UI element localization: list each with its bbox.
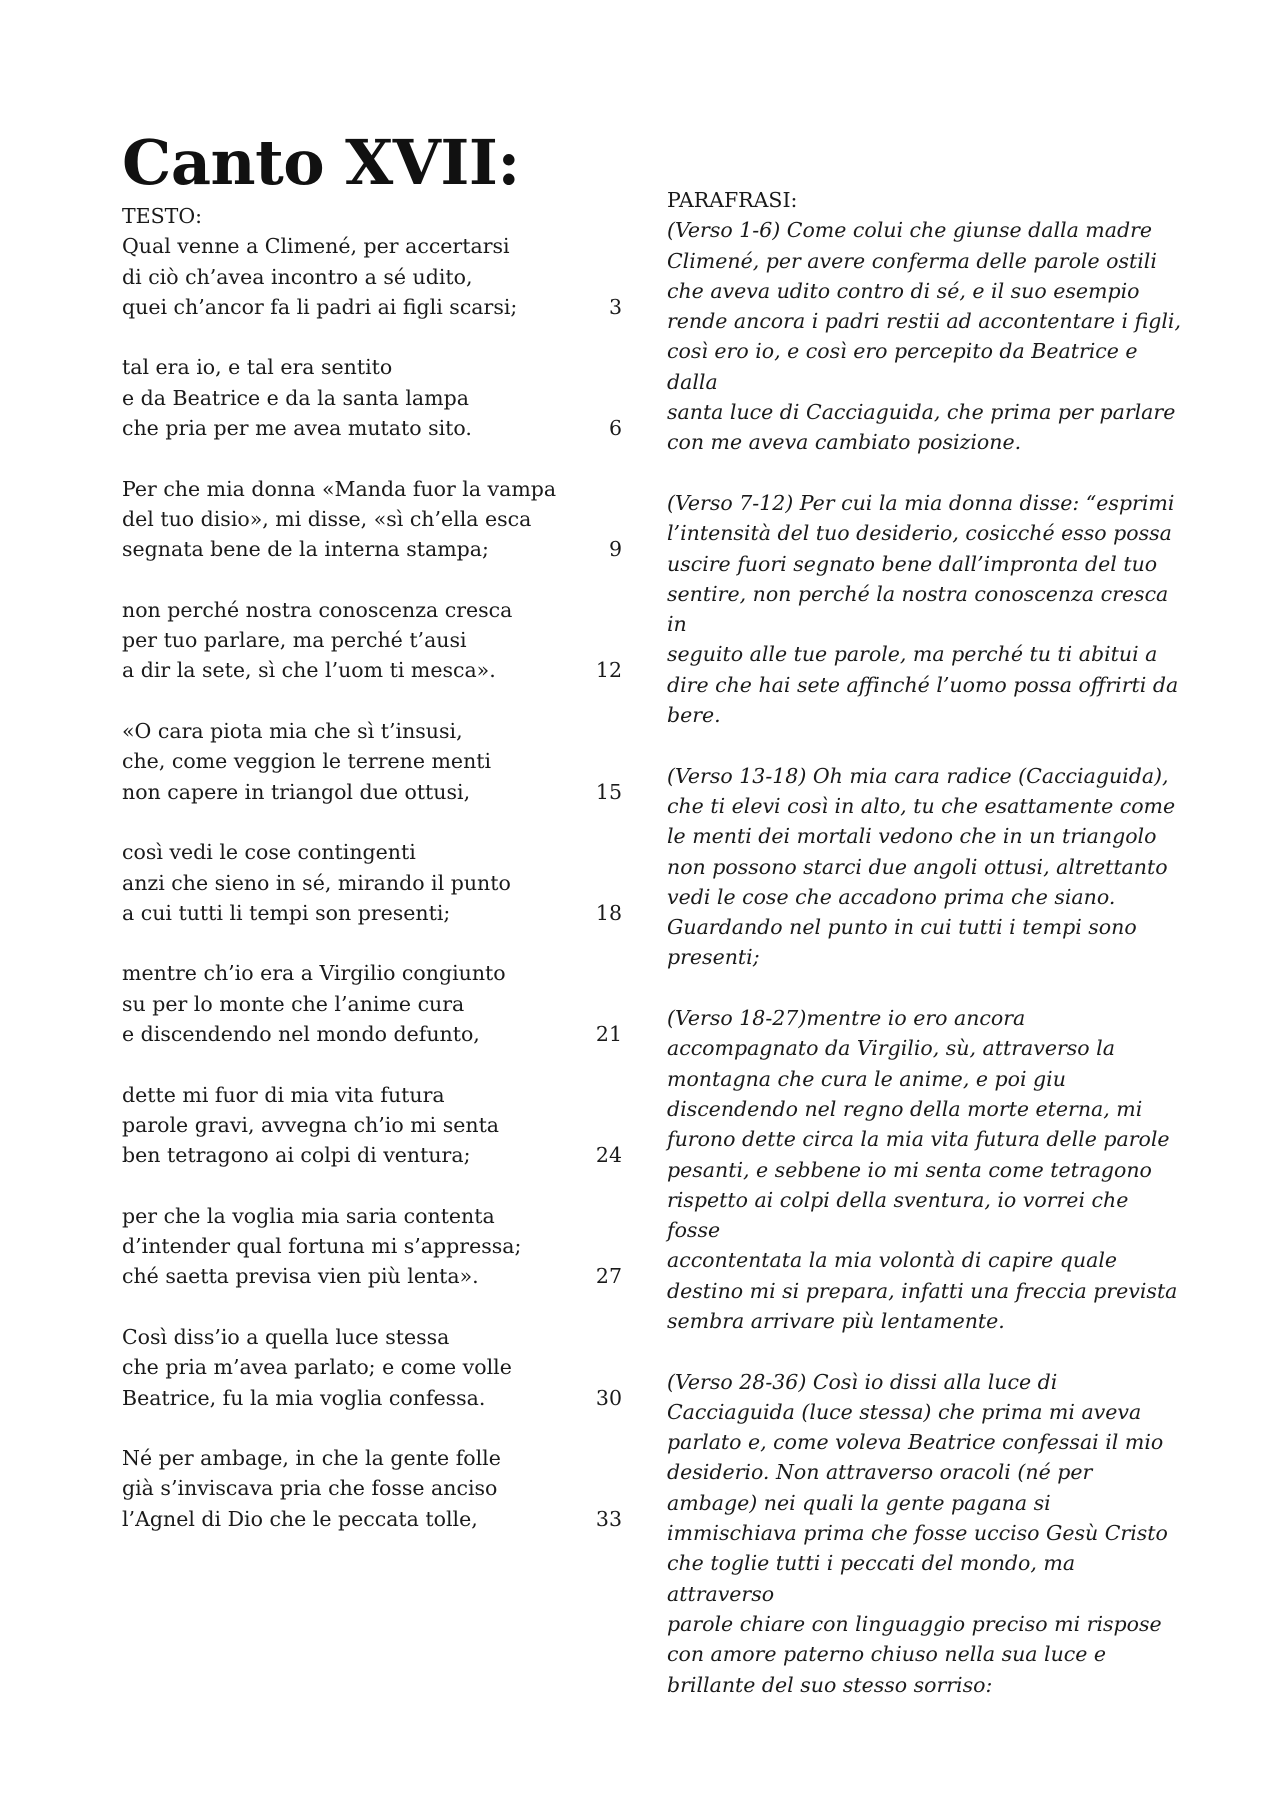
verse-text: già s’inviscava pria che fosse anciso [122,1476,498,1501]
verse-line [122,1261,622,1291]
paraphrase-line: destino mi si prepara, infatti una freccia prevista [667,1278,1178,1303]
paraphrase-line: sembra arrivare più lentamente. [667,1308,1005,1333]
verse-text: l’Agnel di Dio che le peccata tolle, [122,1506,478,1531]
verse-line [122,231,622,261]
verse-number: 33 [595,1506,622,1531]
verse-line [122,1110,622,1140]
paraphrase-line: dire che hai sete affinché l’uomo possa offrirti da [667,672,1179,697]
verse-line [122,262,622,292]
verse-stanza [122,958,622,1049]
verse-text: segnata bene de la interna stampa; [122,537,489,562]
paraphrase-line: (Verso 7-12) Per cui la mia donna disse: “esprimi [667,490,1175,515]
verse-number: 18 [595,900,622,925]
parafrasi-label: PARAFRASI: [667,188,798,212]
paraphrase-line: (Verso 13-18) Oh mia cara radice (Cacciaguida), [667,763,1169,788]
verse-text: su per lo monte che l’anime cura [122,991,465,1016]
verse-line [122,1352,622,1382]
verse-stanza [122,1322,622,1413]
verse-stanza [122,1201,622,1292]
verse-text: così vedi le cose contingenti [122,840,416,865]
verse-text: che, come veggion le terrene menti [122,749,492,774]
paraphrase-line: furono dette circa la mia vita futura delle parole [667,1127,1170,1152]
paraphrase-line: parlato e, come voleva Beatrice confessai il mio [667,1430,1164,1455]
verse-line [122,989,622,1019]
paraphrase-line: accontentata la mia volontà di capire quale [667,1248,1118,1273]
paraphrase-line: montagna che cura le anime, e poi giu [667,1066,1066,1091]
paraphrase-line: bere. [667,703,721,728]
verse-line [122,958,622,988]
verse-text: tal era io, e tal era sentito [122,355,393,380]
paraphrase-line: brillante del suo stesso sorriso: [667,1672,993,1697]
paraphrase-line: con amore paterno chiuso nella sua luce e [667,1642,1107,1667]
verse-number: 15 [595,779,622,804]
verse-text: Qual venne a Climené, per accertarsi [122,234,510,259]
paraphrase-line: vedi le cose che accadono prima che siano. [667,884,1116,909]
paraphrase-line: Cacciaguida (luce stessa) che prima mi aveva [667,1399,1142,1424]
verse-text: d’intender qual fortuna mi s’appressa; [122,1234,522,1259]
paraphrase-paragraph [667,1003,1187,1336]
verse-number: 27 [595,1264,622,1289]
verse-line [122,777,622,807]
paraphrase-line: accompagnato da Virgilio, sù, attraverso la [667,1036,1115,1061]
paraphrase-line: discendendo nel regno della morte eterna, mi [667,1096,1143,1121]
paraphrase-line: (Verso 1-6) Come colui che giunse dalla madre [667,218,1153,243]
verse-text: non perché nostra conoscenza cresca [122,597,513,622]
paraphrase-line: (Verso 18-27)mentre io ero ancora [667,1006,1026,1031]
parafrasi-column [667,185,1187,1730]
verse-line [122,534,622,564]
verse-line [122,474,622,504]
verse-text: per tuo parlare, ma perché t’ausi [122,628,467,653]
verse-text: non capere in triangol due ottusi, [122,779,471,804]
verse-stanza [122,716,622,807]
verse-text: Per che mia donna «Manda fuor la vampa [122,476,557,501]
verse-text: che pria m’avea parlato; e come volle [122,1355,512,1380]
verse-line [122,1322,622,1352]
verse-text: del tuo disio», mi disse, «sì ch’ella esca [122,506,532,531]
paraphrase-paragraph [667,761,1187,973]
verse-text: a cui tutti li tempi son presenti; [122,900,451,925]
verse-line [122,1201,622,1231]
verse-line [122,868,622,898]
verse-number: 9 [608,537,622,562]
verse-text: e da Beatrice e da la santa lampa [122,385,469,410]
paraphrase-line: (Verso 28-36) Così io dissi alla luce di [667,1369,1058,1394]
verse-line [122,1473,622,1503]
verse-line [122,504,622,534]
paraphrase-paragraph [667,215,1187,457]
verse-text: Né per ambage, in che la gente folle [122,1446,501,1471]
paraphrase-line: così ero io, e così ero percepito da Beatrice e dalla [667,339,1138,394]
verse-line [122,1504,622,1534]
page-title: Canto XVII: [122,126,520,199]
paraphrase-line: rispetto ai colpi della sventura, io vorrei che fosse [667,1187,1129,1243]
verse-line [122,655,622,685]
paraphrase-line: che ti elevi così in alto, tu che esattamente come [667,793,1176,818]
verse-line [122,1140,622,1170]
verse-text: per che la voglia mia saria contenta [122,1203,495,1228]
testo-column [122,201,622,1564]
verse-line [122,898,622,928]
verse-text: dette mi fuor di mia vita futura [122,1082,445,1107]
verse-line [122,292,622,322]
verse-line [122,413,622,443]
paraphrase-paragraph [667,1367,1187,1700]
verse-stanza [122,231,622,322]
verse-stanza [122,595,622,686]
testo-label: TESTO: [122,204,203,228]
paraphrase-line: con me aveva cambiato posizione. [667,430,1022,455]
verse-number: 24 [595,1143,622,1168]
paraphrase-line: l’intensità del tuo desiderio, cosicché esso possa [667,521,1172,546]
verse-stanza [122,1080,622,1171]
verse-line [122,625,622,655]
verse-text: a dir la sete, sì che l’uom ti mesca». [122,658,496,683]
paraphrase-line: presenti; [667,945,760,970]
verse-line [122,1383,622,1413]
paraphrase-line: Guardando nel punto in cui tutti i tempi sono [667,915,1137,940]
paraphrase-line: Climené, per avere conferma delle parole ostili [667,248,1157,273]
verse-text: e discendendo nel mondo defunto, [122,1022,480,1047]
verse-text: ben tetragono ai colpi di ventura; [122,1143,471,1168]
verse-text: mentre ch’io era a Virgilio congiunto [122,961,506,986]
paraphrase-line: pesanti, e sebbene io mi senta come tetragono [667,1157,1152,1182]
verse-text: «O cara piota mia che sì t’insusi, [122,719,463,744]
paraphrase-paragraph [667,488,1187,730]
verse-text: anzi che sieno in sé, mirando il punto [122,870,511,895]
verse-text: parole gravi, avvegna ch’io mi senta [122,1112,500,1137]
verse-text: quei ch’ancor fa li padri ai figli scarsi; [122,294,518,319]
paraphrase-line: parole chiare con linguaggio preciso mi rispose [667,1611,1162,1636]
paraphrase-line: che toglie tutti i peccati del mondo, ma attraverso [667,1551,1076,1606]
paragraph-list [667,215,1187,1700]
paraphrase-line: le menti dei mortali vedono che in un triangolo [667,824,1157,849]
paraphrase-line: uscire fuori segnato bene dall’impronta del tuo [667,551,1158,576]
verse-stanza [122,1443,622,1534]
verse-line [122,1231,622,1261]
verse-text: ché saetta previsa vien più lenta». [122,1264,479,1289]
paraphrase-line: immischiava prima che fosse ucciso Gesù Cristo [667,1521,1168,1546]
paraphrase-line: ambage) nei quali la gente pagana si [667,1490,1051,1515]
verse-number: 21 [595,1022,622,1047]
paraphrase-line: sentire, non perché la nostra conoscenza cresca in [667,581,1169,637]
paraphrase-line: santa luce di Cacciaguida, che prima per parlare [667,400,1176,425]
verse-number: 12 [595,658,622,683]
verse-line [122,716,622,746]
paraphrase-line: desiderio. Non attraverso oracoli (né per [667,1460,1093,1485]
verse-line [122,746,622,776]
verse-text: che pria per me avea mutato sito. [122,416,472,441]
verse-number: 6 [608,416,622,441]
verse-line [122,1443,622,1473]
verse-text: di ciò ch’avea incontro a sé udito, [122,264,473,289]
paraphrase-line: rende ancora i padri restii ad accontentare i figli, [667,309,1181,334]
verse-number: 3 [608,294,622,319]
verse-line [122,1019,622,1049]
verse-line [122,595,622,625]
stanza-list [122,231,622,1534]
verse-stanza [122,837,622,928]
verse-line [122,1080,622,1110]
paraphrase-line: seguito alle tue parole, ma perché tu ti abitui a [667,642,1158,667]
verse-line [122,352,622,382]
verse-text: Così diss’io a quella luce stessa [122,1324,450,1349]
verse-stanza [122,352,622,443]
paraphrase-line: che aveva udito contro di sé, e il suo esempio [667,278,1140,303]
verse-line [122,383,622,413]
verse-stanza [122,474,622,565]
verse-number: 30 [595,1385,622,1410]
verse-line [122,837,622,867]
paraphrase-line: non possono starci due angoli ottusi, altrettanto [667,854,1168,879]
verse-text: Beatrice, fu la mia voglia confessa. [122,1385,486,1410]
